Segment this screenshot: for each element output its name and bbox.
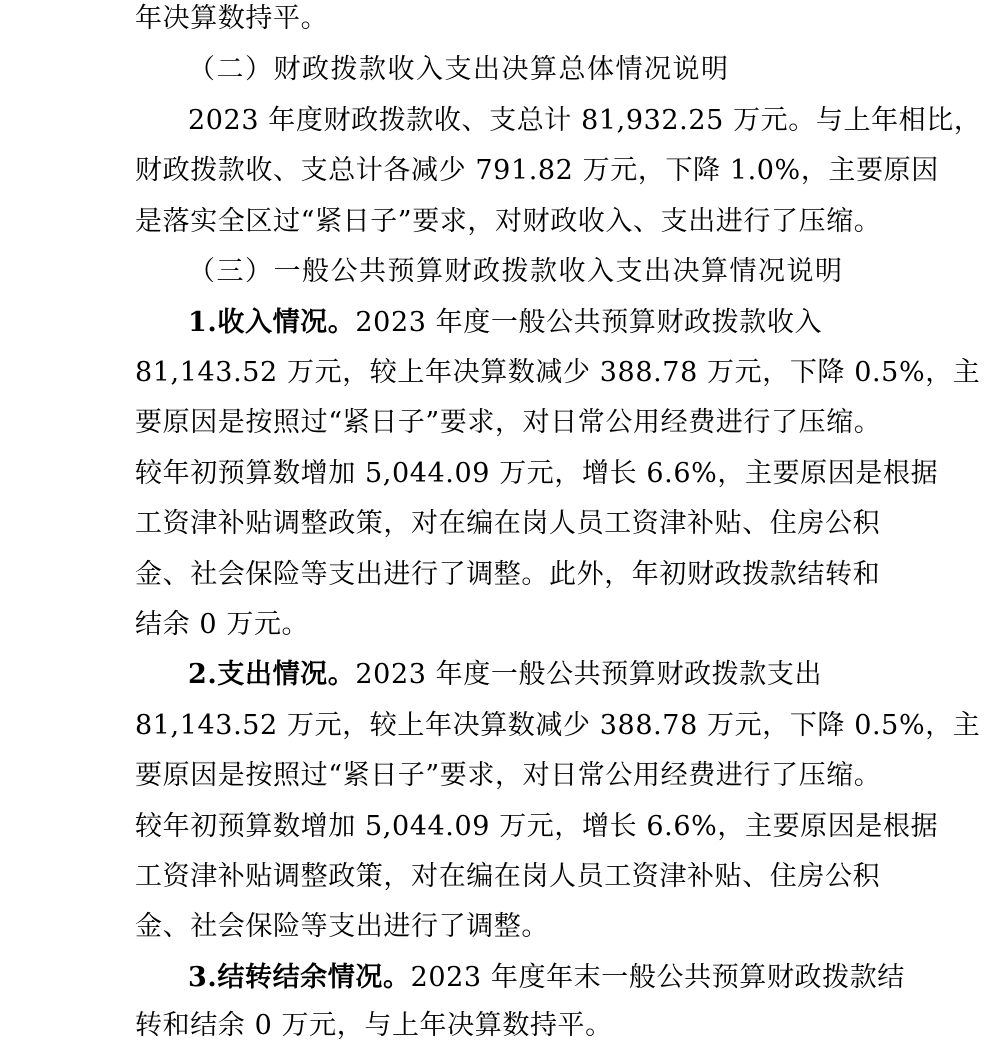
- subheading-expenditure: 2.支出情况。: [188, 659, 356, 690]
- paragraph-line: 工资津补贴调整政策，对在编在岗人员工资津补贴、住房公积: [135, 861, 881, 892]
- paragraph-line: 2.支出情况。2023 年度一般公共预算财政拨款支出: [188, 659, 823, 690]
- paragraph-line: 要原因是按照过“紧日子”要求，对日常公用经费进行了压缩。: [135, 407, 882, 438]
- paragraph-line: 2023 年度财政拨款收、支总计 81,932.25 万元。与上年相比，: [188, 105, 982, 136]
- subheading-income: 1.收入情况。: [188, 307, 356, 338]
- section-heading: （二）财政拨款收入支出决算总体情况说明: [188, 54, 730, 85]
- paragraph-line: 年决算数持平。: [135, 3, 329, 34]
- paragraph-line: 是落实全区过“紧日子”要求，对财政收入、支出进行了压缩。: [135, 206, 882, 237]
- paragraph-line: 转和结余 0 万元，与上年决算数持平。: [135, 1010, 613, 1041]
- paragraph-line: 81,143.52 万元，较上年决算数减少 388.78 万元，下降 0.5%，主: [135, 710, 981, 741]
- paragraph-line: 较年初预算数增加 5,044.09 万元，增长 6.6%，主要原因是根据: [135, 458, 939, 489]
- section-heading: （三）一般公共预算财政拨款收入支出决算情况说明: [188, 256, 844, 287]
- subheading-carryover: 3.结转结余情况。: [188, 962, 411, 993]
- paragraph-line: 财政拨款收、支总计各减少 791.82 万元，下降 1.0%，主要原因: [135, 155, 939, 186]
- paragraph-line: 要原因是按照过“紧日子”要求，对日常公用经费进行了压缩。: [135, 760, 882, 791]
- paragraph-line: 较年初预算数增加 5,044.09 万元，增长 6.6%，主要原因是根据: [135, 811, 939, 842]
- paragraph-line: 3.结转结余情况。2023 年度年末一般公共预算财政拨款结: [188, 962, 905, 993]
- paragraph-line: 金、社会保险等支出进行了调整。此外，年初财政拨款结转和: [135, 559, 881, 590]
- paragraph-line: 结余 0 万元。: [135, 609, 310, 640]
- paragraph-line: 工资津补贴调整政策，对在编在岗人员工资津补贴、住房公积: [135, 508, 881, 539]
- paragraph-line: 81,143.52 万元，较上年决算数减少 388.78 万元，下降 0.5%，主: [135, 357, 981, 388]
- paragraph-line: 金、社会保险等支出进行了调整。: [135, 911, 549, 942]
- paragraph-line: 1.收入情况。2023 年度一般公共预算财政拨款收入: [188, 307, 823, 338]
